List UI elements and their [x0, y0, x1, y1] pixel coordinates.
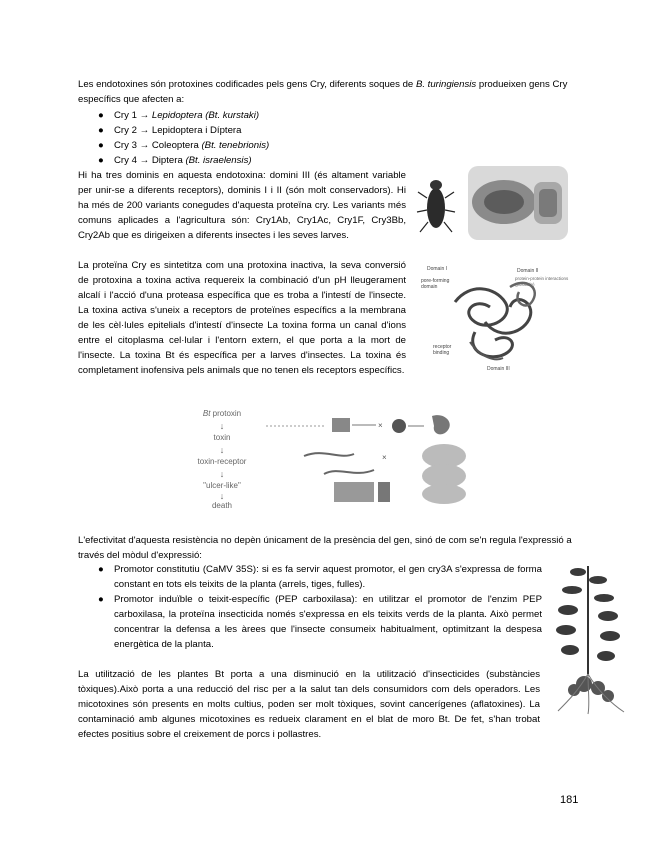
benefits-paragraph: La utilització de les plantes Bt porta a una disminució en la utilització d'insecticides (substàncies tòxiques).Això porta a una reducció del risc per a la salut tan dels consumidors com dels operadors. Les micotoxines són presents en molts cultius, poden ser molt tòxiques, sovint cancerígenes (aflatoxines). La contaminació amb algunes micotoxines es redueix clarament en el blat de moro Bt. De fet, s'han trobat efectes positius sobre el creixement de porcs i pollastres.	[78, 669, 540, 740]
toxin-receptor-label: toxin-receptor	[197, 457, 247, 466]
promoter-list	[78, 562, 542, 652]
mechanism-paragraph: La proteïna Cry es sintetitza com una protoxina inactiva, la seva conversió de protoxina a toxina activa requereix la combinació d'un pH lleugerament alcalí i l'acció d'una proteasa específica que es troba a l'intestí de l'insecte. La toxina activa s'uneix a receptors de proteïnes específics a la membrana de les cèl·lules epitelials d'intestí d'insecte La toxina forma un canal d'ions entre el citoplasma cel·lular i l'entorn extern, el que porta a la mort de l'insecte. La toxina Bt és específica per a larves d'insectes. La toxina és completament inofensiva pels animals que no tenen els receptors específics.	[78, 260, 406, 376]
svg-text:×: ×	[378, 421, 383, 430]
cry-list	[78, 108, 398, 168]
page-number: 181	[560, 794, 579, 806]
list-item: ● Cry 4 → Diptera (Bt. israelensis)	[98, 155, 252, 166]
pathway-steps: Bt protoxin ↓ toxin ↓ toxin-receptor ↓ "ulcer-like" ↓ death	[182, 408, 262, 512]
list-item: ● Promotor induïble o teixit-específic (PEP carboxilasa): en utilitzar el promotor de l'enzim PEP carboxilasa, la proteïna insecticida només s'expressa en els teixits verds de la planta. Això permet concentrar la defensa a les àrees que l'insecte consumeix habitualment, optimitzant la despesa energètica de la planta.	[98, 594, 542, 650]
beetle-crystal-figure	[412, 164, 574, 244]
list-item: ● Cry 2 → Lepidoptera i Díptera	[98, 125, 242, 136]
ulcer-like-label: "ulcer-like"	[203, 481, 241, 490]
list-item: ● Cry 1 → Lepidoptera (Bt. kurstaki)	[98, 110, 260, 121]
protein-interaction-label: protein-protein interactions (possible)	[515, 276, 569, 287]
domain-ii-label: Domain II	[517, 268, 539, 274]
intro-text-end: produeixen gens Cry específics que afecten a:	[78, 79, 568, 105]
beetle-icon	[417, 180, 455, 232]
list-item: ● Promotor constitutiu (CaMV 35S): si es fa servir aquest promotor, el gen cry3A s'expressa de forma constant en tots els teixits de la planta (arrels, tiges, fulles).	[98, 564, 542, 590]
protein-structure-figure	[415, 262, 573, 374]
protoxin-label: Bt protoxin	[202, 409, 242, 418]
expression-paragraph: L'efectivitat d'aquesta resistència no depèn únicament de la presència del gen, sinó de com se'n regula l'expressió a través del mòdul d'expressió:	[78, 535, 572, 561]
domains-paragraph: Hi ha tres dominis en aquesta endotoxina: domini III (és altament variable per unir-se a diferents receptors), dominis I i II (són molt conservadors). Hi ha més de 200 variants conegudes d'aquesta proteïna cry. Les variants més comuns aplicades a l'agricultura són: Cry1Ab, Cry1Ac, Cry1F, Cry3Bb, Cry2Ab que es dirigeixen a diferents insectes i les seves larves.	[78, 170, 406, 241]
beetle-crystal-image	[412, 164, 574, 244]
domain-iii-label: Domain III	[487, 366, 510, 372]
bt-pathway-figure	[182, 408, 474, 508]
toxin-label: toxin	[213, 433, 231, 442]
svg-text:×: ×	[382, 453, 387, 462]
plant-image	[548, 556, 632, 716]
pore-forming-label: pore-forming domain	[421, 278, 450, 290]
species-name: B. turingiensis	[415, 79, 477, 90]
domain-i-label: Domain I	[427, 266, 448, 272]
receptor-binding-label: receptor binding	[433, 344, 452, 356]
intro-text: Les endotoxines són protoxines codificades pels gens Cry, diferents soques de	[78, 79, 416, 90]
intro-paragraph	[78, 77, 578, 107]
pathway-illustration	[264, 408, 474, 508]
plant-figure	[548, 556, 632, 716]
list-item: ● Cry 3 → Coleoptera (Bt. tenebrionis)	[98, 140, 270, 151]
death-label: death	[211, 501, 233, 510]
